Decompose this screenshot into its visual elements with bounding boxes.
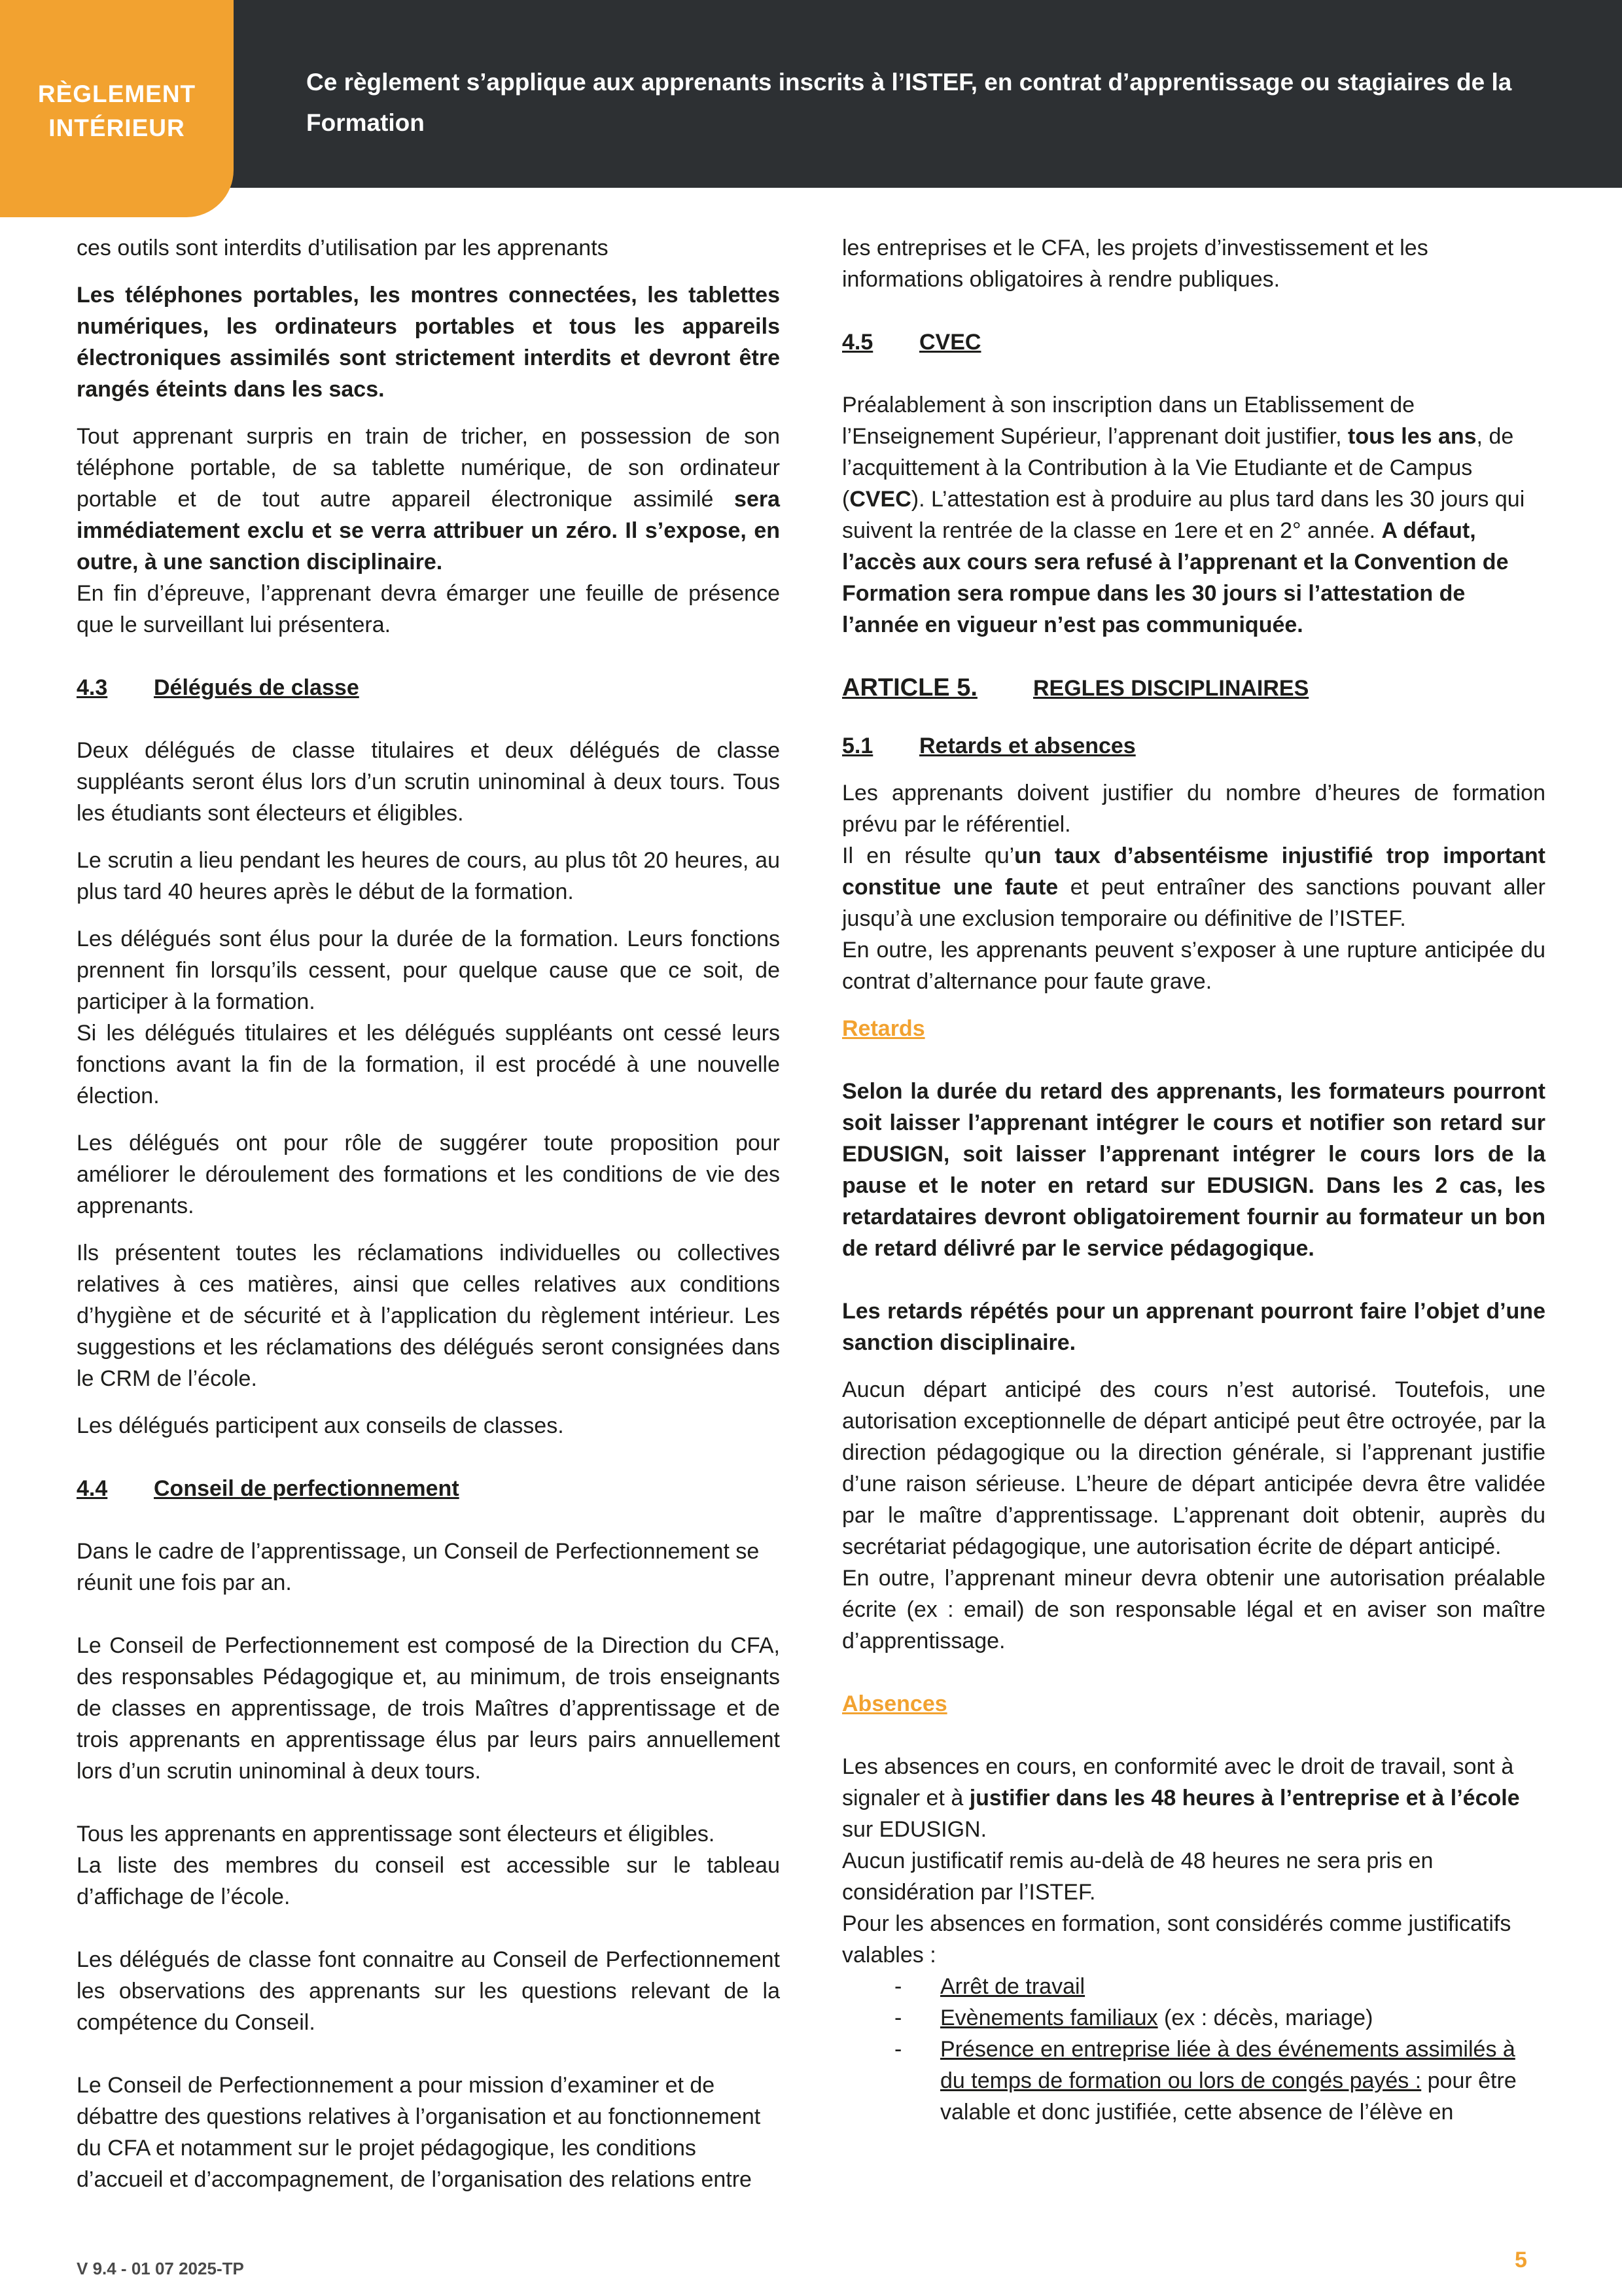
text-run: Préalablement à son inscription dans un Etablissement de l’Enseignement Supérieur, l’apprenant doit justifier, xyxy=(842,393,1415,449)
paragraph: En outre, les apprenants peuvent s’exposer à une rupture anticipée du contrat d’alternance pour faute grave. xyxy=(842,938,1545,994)
paragraph-bold: Les retards répétés pour un apprenant pourront faire l’objet d’une sanction disciplinaire. xyxy=(842,1299,1545,1355)
paragraph: Pour les absences en formation, sont considérés comme justificatifs valables : xyxy=(842,1911,1511,1968)
list-item-text: Présence en entreprise liée à des événements assimilés à du temps de formation ou lors de congés payés : xyxy=(940,2037,1515,2093)
paragraph: Deux délégués de classe titulaires et deux délégués de classe suppléants seront élus lors d’un scrutin uninominal à deux tours. Tous les étudiants sont électeurs et éligibles. xyxy=(77,738,780,826)
paragraph: Les délégués de classe font connaitre au Conseil de Perfectionnement les observations des apprenants sur les questions relevant de la compétence du Conseil. xyxy=(77,1947,780,2035)
article-heading-5 xyxy=(842,672,1545,704)
list-item-text: Arrêt de travail xyxy=(940,1974,1085,1999)
section-number: 4.4 xyxy=(77,1476,108,1501)
section-title: CVEC xyxy=(919,330,981,355)
text-run: Tout apprenant surpris en train de tricher, en possession de son téléphone portable, de sa tablette numérique, de son ordinateur portable et de tout autre appareil électronique assimilé xyxy=(77,424,780,512)
paragraph xyxy=(842,840,1545,934)
paragraph: Si les délégués titulaires et les délégués suppléants ont cessé leurs fonctions avant la fin de la formation, il est procédé à une nouvelle élection. xyxy=(77,1021,780,1108)
paragraph xyxy=(842,389,1545,641)
text-run-bold: justifier dans les 48 heures à l’entreprise et à l’école xyxy=(969,1786,1520,1810)
list-item xyxy=(894,2002,1545,2034)
right-column xyxy=(842,232,1545,2128)
text-run-bold: tous les ans xyxy=(1348,424,1477,449)
section-heading-5-1 xyxy=(842,730,1545,762)
paragraph: La liste des membres du conseil est accessible sur le tableau d’affichage de l’école. xyxy=(77,1853,780,1909)
text-run: Les absences en cours, en conformité avec le droit de travail, sont à signaler et à xyxy=(842,1754,1514,1810)
footer-version: V 9.4 - 01 07 2025-TP xyxy=(77,2259,244,2278)
page-header xyxy=(0,0,1622,188)
paragraph: Les apprenants doivent justifier du nombre d’heures de formation prévu par le référentiel. xyxy=(842,781,1545,837)
paragraph: Le Conseil de Perfectionnement a pour mission d’examiner et de débattre des questions relatives à l’organisation et au fonctionnement du CFA et notamment sur le projet pédagogique, les conditions d’accueil et d’accompagnement, de l’organisation des relations entre xyxy=(77,2073,761,2192)
section-heading-4-3 xyxy=(77,672,780,703)
section-title: Conseil de perfectionnement xyxy=(154,1476,459,1501)
paragraph: Le scrutin a lieu pendant les heures de cours, au plus tôt 20 heures, au plus tard 40 heures après le début de la formation. xyxy=(77,848,780,904)
text-run: ). L’attestation est à produire au plus tard dans les 30 jours qui suivent la rentrée de la classe en 1ere et en 2° année. xyxy=(842,487,1525,543)
paragraph: Les délégués participent aux conseils de classes. xyxy=(77,1413,564,1438)
paragraph: Dans le cadre de l’apprentissage, un Conseil de Perfectionnement se réunit une fois par an. xyxy=(77,1539,760,1595)
header-tab xyxy=(0,0,234,217)
text-run-bold: un taux d’absentéisme injustifié trop important constitue une faute xyxy=(842,843,1545,900)
paragraph: Le Conseil de Perfectionnement est composé de la Direction du CFA, des responsables Pédagogique et, au minimum, de trois enseignants de classes en apprentissage, de trois Maîtres d’apprentissage et de trois apprenants en apprentissage élus par leurs pairs annuellement lors d’un scrutin uninominal à deux tours. xyxy=(77,1633,780,1784)
paragraph xyxy=(842,1751,1545,1845)
list-item xyxy=(894,2034,1545,2128)
text-run-bold: CVEC xyxy=(849,487,911,512)
paragraph: ces outils sont interdits d’utilisation par les apprenants xyxy=(77,236,608,260)
header-title: Ce règlement s’applique aux apprenants inscrits à l’ISTEF, en contrat d’apprentissage ou stagiaires de la Formation xyxy=(306,69,1512,136)
text-run: , de l’acquittement à la Contribution à la Vie Etudiante et de Campus ( xyxy=(842,424,1514,512)
left-column xyxy=(77,232,780,2195)
paragraph: Les délégués ont pour rôle de suggérer toute proposition pour améliorer le déroulement des formations et les conditions de vie des apprenants. xyxy=(77,1131,780,1218)
article-number: ARTICLE 5. xyxy=(842,674,978,701)
subheading-retards: Retards xyxy=(842,1016,925,1041)
section-title: Retards et absences xyxy=(919,733,1136,758)
text-run: Il en résulte qu’ xyxy=(842,843,1015,868)
text-run: sur EDUSIGN. xyxy=(842,1817,987,1842)
paragraph xyxy=(77,421,780,578)
paragraph: Ils présentent toutes les réclamations individuelles ou collectives relatives à ces matières, ainsi que celles relatives aux conditions d’hygiène et de sécurité et à l’application du règlement intérieur. Les suggestions et les réclamations des délégués seront consignées dans le CRM de l’école. xyxy=(77,1241,780,1391)
section-heading-4-4 xyxy=(77,1473,780,1504)
text-run-bold: A défaut, l’accès aux cours sera refusé à l’apprenant et la Convention de Formation sera rompue dans les 30 jours si l’attestation de l’année en vigueur n’est pas communiquée. xyxy=(842,518,1509,637)
tab-label-line2: INTÉRIEUR xyxy=(48,115,185,141)
list-item-text: Evènements familiaux xyxy=(940,2005,1158,2030)
paragraph: Les délégués sont élus pour la durée de la formation. Leurs fonctions prennent fin lorsqu’ils cessent, pour quelque cause que ce soit, de participer à la formation. xyxy=(77,927,780,1014)
section-number: 4.3 xyxy=(77,675,108,700)
tab-label-line1: RÈGLEMENT xyxy=(37,80,196,107)
section-heading-4-5 xyxy=(842,327,1545,358)
paragraph-bold: Selon la durée du retard des apprenants, les formateurs pourront soit laisser l’apprenant intégrer le cours et notifier son retard sur EDUSIGN, soit laisser l’apprenant intégrer le cours lors de la pause et le noter en retard sur EDUSIGN. Dans les 2 cas, les retardataires devront obligatoirement fournir au formateur un bon de retard délivré par le service pédagogique. xyxy=(842,1079,1545,1261)
paragraph: Aucun justificatif remis au-delà de 48 heures ne sera pris en considération par l’ISTEF. xyxy=(842,1848,1434,1905)
paragraph: Aucun départ anticipé des cours n’est autorisé. Toutefois, une autorisation exceptionnelle de départ anticipé peut être octroyée, par la direction pédagogique ou la direction générale, si l’apprenant justifie d’une raison sérieuse. L’heure de départ anticipée devra être validée par le maître d’apprentissage. L’apprenant doit obtenir, auprès du secrétariat pédagogique, une autorisation écrite de départ anticipé. xyxy=(842,1377,1545,1559)
article-title: REGLES DISCIPLINAIRES xyxy=(1033,676,1309,701)
paragraph: les entreprises et le CFA, les projets d’investissement et les informations obligatoires à rendre publiques. xyxy=(842,236,1428,292)
paragraph-bold: Les téléphones portables, les montres connectées, les tablettes numériques, les ordinateurs portables et tous les appareils électroniques assimilés sont strictement interdits et devront être rangés éteints dans les sacs. xyxy=(77,283,780,402)
section-number: 5.1 xyxy=(842,733,873,758)
paragraph: En outre, l’apprenant mineur devra obtenir une autorisation préalable écrite (ex : email) de son responsable légal et en aviser son maître d’apprentissage. xyxy=(842,1566,1545,1653)
page-number: 5 xyxy=(1515,2248,1527,2272)
tab-label xyxy=(0,77,234,145)
paragraph: En fin d’épreuve, l’apprenant devra émarger une feuille de présence que le surveillant lui présentera. xyxy=(77,581,780,637)
text-run-bold: sera immédiatement exclu et se verra attribuer un zéro. Il s’expose, en outre, à une sanction disciplinaire. xyxy=(77,487,781,574)
subheading-absences: Absences xyxy=(842,1691,947,1716)
section-title: Délégués de classe xyxy=(154,675,359,700)
list-item-text: pour être valable et donc justifiée, cette absence de l’élève en xyxy=(940,2068,1517,2125)
list-item xyxy=(894,1971,1545,2002)
justification-list xyxy=(842,1971,1545,2128)
text-run: et peut entraîner des sanctions pouvant aller jusqu’à une exclusion temporaire ou définitive de l’ISTEF. xyxy=(842,875,1545,931)
list-item-text: (ex : décès, mariage) xyxy=(1157,2005,1373,2030)
paragraph: Tous les apprenants en apprentissage sont électeurs et éligibles. xyxy=(77,1822,715,1846)
section-number: 4.5 xyxy=(842,330,873,355)
